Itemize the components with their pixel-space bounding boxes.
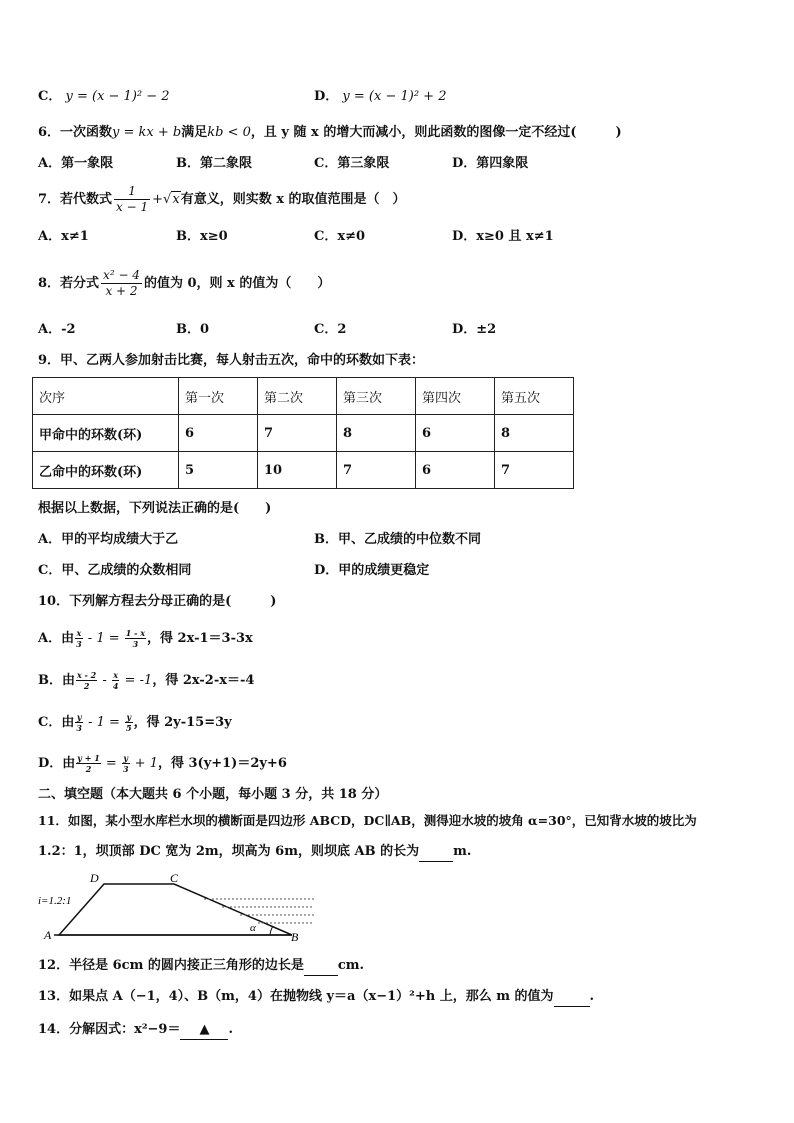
q9-option-d: D．甲的成绩更稳定 bbox=[314, 563, 430, 578]
label-b: B bbox=[291, 930, 299, 944]
answer-blank bbox=[180, 1021, 228, 1040]
q6-suffix: ，且 y 随 x 的增大而减小，则此函数的图像一定不经过( ) bbox=[250, 125, 622, 140]
equation-mid: - 1 = bbox=[83, 715, 125, 730]
table-cell: 乙命中的环数(环) bbox=[33, 452, 179, 489]
fraction-numerator: x bbox=[113, 670, 119, 680]
equation-mid: = bbox=[101, 756, 121, 771]
q10-option-b bbox=[38, 664, 254, 698]
q12-text: 12．半径是 6cm 的圆内接正三角形的边长是 bbox=[38, 958, 304, 973]
question-9-stem: 9．甲、乙两人参加射击比赛，每人射击五次，命中的环数如下表： bbox=[38, 353, 425, 368]
question-12 bbox=[38, 957, 364, 976]
q9-option-a: A．甲的平均成绩大于乙 bbox=[38, 532, 179, 547]
table-header-cell: 第一次 bbox=[179, 378, 258, 415]
table-row bbox=[33, 415, 574, 452]
label-c: C bbox=[170, 871, 179, 885]
option-label: C． bbox=[38, 89, 62, 104]
q13-end: . bbox=[589, 989, 595, 1004]
q8-suffix: 的值为 0，则 x 的值为（ ） bbox=[143, 276, 331, 291]
option-result: ，得 3(y+1)＝2y+6 bbox=[157, 756, 287, 771]
q9-option-c: C．甲、乙成绩的众数相同 bbox=[38, 563, 192, 578]
option-result: ，得 2y-15=3y bbox=[133, 715, 232, 730]
q7-sqrt: √x bbox=[163, 192, 180, 207]
fraction-numerator: y bbox=[123, 753, 129, 763]
fraction-denominator: 5 bbox=[126, 723, 132, 733]
table-cell: 8 bbox=[495, 415, 574, 452]
q9-option-b: B．甲、乙成绩的中位数不同 bbox=[314, 532, 481, 547]
fraction-numerator: y bbox=[76, 712, 82, 722]
equation-tail: + 1 bbox=[130, 756, 158, 771]
fraction bbox=[112, 670, 120, 691]
section-heading: 二、填空题（本大题共 6 个小题，每小题 3 分，共 18 分） bbox=[38, 787, 388, 802]
answer-blank bbox=[554, 988, 590, 1007]
question-6-stem bbox=[38, 124, 622, 142]
question-7-stem bbox=[38, 182, 406, 218]
q12-unit: cm. bbox=[337, 958, 365, 973]
table-cell: 甲命中的环数(环) bbox=[33, 415, 179, 452]
q7-suffix: 有意义，则实数 x 的取值范围是（ ） bbox=[180, 192, 406, 207]
score-table bbox=[32, 377, 574, 489]
trapezoid-abcd bbox=[59, 884, 292, 935]
q7-plus: + bbox=[152, 192, 164, 207]
table-header-cell: 第二次 bbox=[258, 378, 337, 415]
triangle-mark-icon: ▲ bbox=[199, 1022, 210, 1037]
fraction-denominator: 4 bbox=[112, 681, 119, 691]
table-cell: 7 bbox=[495, 452, 574, 489]
q10-option-c bbox=[38, 706, 232, 740]
sqrt-argument: x bbox=[172, 192, 180, 207]
table-header-cell: 第五次 bbox=[495, 378, 574, 415]
table-header-cell: 第三次 bbox=[337, 378, 416, 415]
question-11-line2 bbox=[38, 843, 471, 862]
question-8-stem bbox=[38, 265, 330, 303]
answer-blank bbox=[304, 957, 338, 976]
fraction-denominator: 2 bbox=[85, 764, 92, 774]
q13-text: 13．如果点 A（−1，4）、B（m，4）在抛物线 y＝a（x−1）²+h 上，那么 m 的值为 bbox=[38, 989, 554, 1004]
water-lines bbox=[204, 899, 314, 923]
q5-option-c bbox=[38, 88, 170, 106]
option-label: D．由 bbox=[38, 756, 76, 771]
q8-option-c: C．2 bbox=[314, 322, 347, 337]
q7-option-a: A．x≠1 bbox=[38, 229, 89, 244]
q5-option-d bbox=[314, 88, 446, 106]
fraction bbox=[125, 712, 133, 733]
table-cell: 7 bbox=[258, 415, 337, 452]
option-label: D． bbox=[314, 89, 339, 104]
option-result: ，得 2x-2-x＝-4 bbox=[152, 673, 255, 688]
q7-fraction bbox=[114, 184, 150, 215]
label-d: D bbox=[90, 871, 99, 885]
angle-arc bbox=[270, 926, 273, 935]
fraction-numerator: y + 1 bbox=[77, 753, 100, 763]
q10-option-d bbox=[38, 747, 287, 781]
table-header-row bbox=[33, 378, 574, 415]
q14-end: . bbox=[228, 1022, 234, 1037]
q11-text: 1.2：1，坝顶部 DC 宽为 2m，坝高为 6m，则坝底 AB 的长为 bbox=[38, 844, 420, 859]
q6-option-b: B．第二象限 bbox=[176, 156, 252, 171]
option-expr: y = (x − 1)² − 2 bbox=[65, 89, 170, 104]
table-header-cell: 第四次 bbox=[416, 378, 495, 415]
table-row bbox=[33, 452, 574, 489]
fraction-denominator: 3 bbox=[76, 723, 82, 733]
table-cell: 6 bbox=[179, 415, 258, 452]
fraction bbox=[75, 628, 83, 649]
q6-option-c: C．第三象限 bbox=[314, 156, 390, 171]
question-13 bbox=[38, 988, 594, 1007]
label-slope-ratio: i=1.2:1 bbox=[38, 895, 72, 907]
q6-condition: kb < 0 bbox=[207, 125, 251, 140]
q7-option-b: B．x≥0 bbox=[176, 229, 228, 244]
q6-mid: 满足 bbox=[181, 125, 208, 140]
q7-option-c: C．x≠0 bbox=[314, 229, 366, 244]
option-result: ，得 2x-1＝3-3x bbox=[147, 631, 253, 646]
fraction-numerator: 1 bbox=[114, 184, 150, 200]
table-cell: 6 bbox=[416, 452, 495, 489]
fraction bbox=[76, 753, 101, 774]
table-cell: 10 bbox=[258, 452, 337, 489]
fraction-denominator: 3 bbox=[132, 639, 139, 649]
fraction-denominator: x + 2 bbox=[105, 284, 138, 298]
question-9-prompt: 根据以上数据，下列说法正确的是( ) bbox=[38, 501, 272, 516]
q8-prefix: 8．若分式 bbox=[38, 276, 100, 291]
fraction-numerator: y bbox=[126, 712, 132, 722]
q8-option-d: D．±2 bbox=[452, 322, 497, 337]
q7-prefix: 7．若代数式 bbox=[38, 192, 113, 207]
equation-mid: - bbox=[98, 673, 111, 688]
fraction-denominator: 3 bbox=[122, 764, 129, 774]
q8-fraction bbox=[101, 268, 142, 299]
table-header-cell: 次序 bbox=[33, 378, 179, 415]
q11-unit: m. bbox=[453, 844, 472, 859]
fraction bbox=[76, 670, 97, 691]
fraction bbox=[125, 628, 146, 649]
dam-cross-section-diagram bbox=[34, 866, 314, 946]
question-11-line1: 11．如图，某小型水库栏水坝的横断面是四边形 ABCD，DC∥AB，测得迎水坡的坡角 α=30°，已知背水坡的坡比为 bbox=[38, 813, 697, 828]
answer-blank bbox=[419, 843, 453, 862]
fraction-denominator: 3 bbox=[76, 639, 82, 649]
question-10-stem: 10．下列解方程去分母正确的是( ) bbox=[38, 594, 277, 609]
fraction-numerator: x bbox=[76, 628, 82, 638]
equation-mid: - 1 = bbox=[83, 631, 124, 646]
fraction-denominator: 2 bbox=[83, 681, 90, 691]
fraction-numerator: x - 2 bbox=[77, 670, 97, 680]
table-cell: 7 bbox=[337, 452, 416, 489]
fraction bbox=[122, 753, 130, 774]
option-expr: y = (x − 1)² + 2 bbox=[342, 89, 447, 104]
q10-option-a bbox=[38, 622, 253, 656]
q14-text: 14．分解因式：x²−9＝ bbox=[38, 1022, 181, 1037]
table-cell: 8 bbox=[337, 415, 416, 452]
option-label: B．由 bbox=[38, 673, 75, 688]
option-label: C．由 bbox=[38, 715, 75, 730]
label-alpha: α bbox=[250, 922, 256, 934]
fraction-numerator: x² − 4 bbox=[103, 268, 140, 282]
q6-prefix: 6．一次函数 bbox=[38, 125, 113, 140]
equation-tail: = -1 bbox=[120, 673, 153, 688]
q8-option-a: A．-2 bbox=[38, 322, 76, 337]
table-cell: 6 bbox=[416, 415, 495, 452]
question-14 bbox=[38, 1021, 233, 1040]
fraction-denominator: x − 1 bbox=[116, 200, 149, 214]
q6-function: y = kx + b bbox=[112, 125, 182, 140]
table-cell: 5 bbox=[179, 452, 258, 489]
q6-option-d: D．第四象限 bbox=[452, 156, 529, 171]
q8-option-b: B．0 bbox=[176, 322, 210, 337]
fraction-numerator: 1 - x bbox=[125, 628, 145, 638]
q6-option-a: A．第一象限 bbox=[38, 156, 114, 171]
option-label: A．由 bbox=[38, 631, 75, 646]
label-a: A bbox=[44, 928, 52, 942]
fraction bbox=[75, 712, 83, 733]
q7-option-d: D．x≥0 且 x≠1 bbox=[452, 229, 554, 244]
